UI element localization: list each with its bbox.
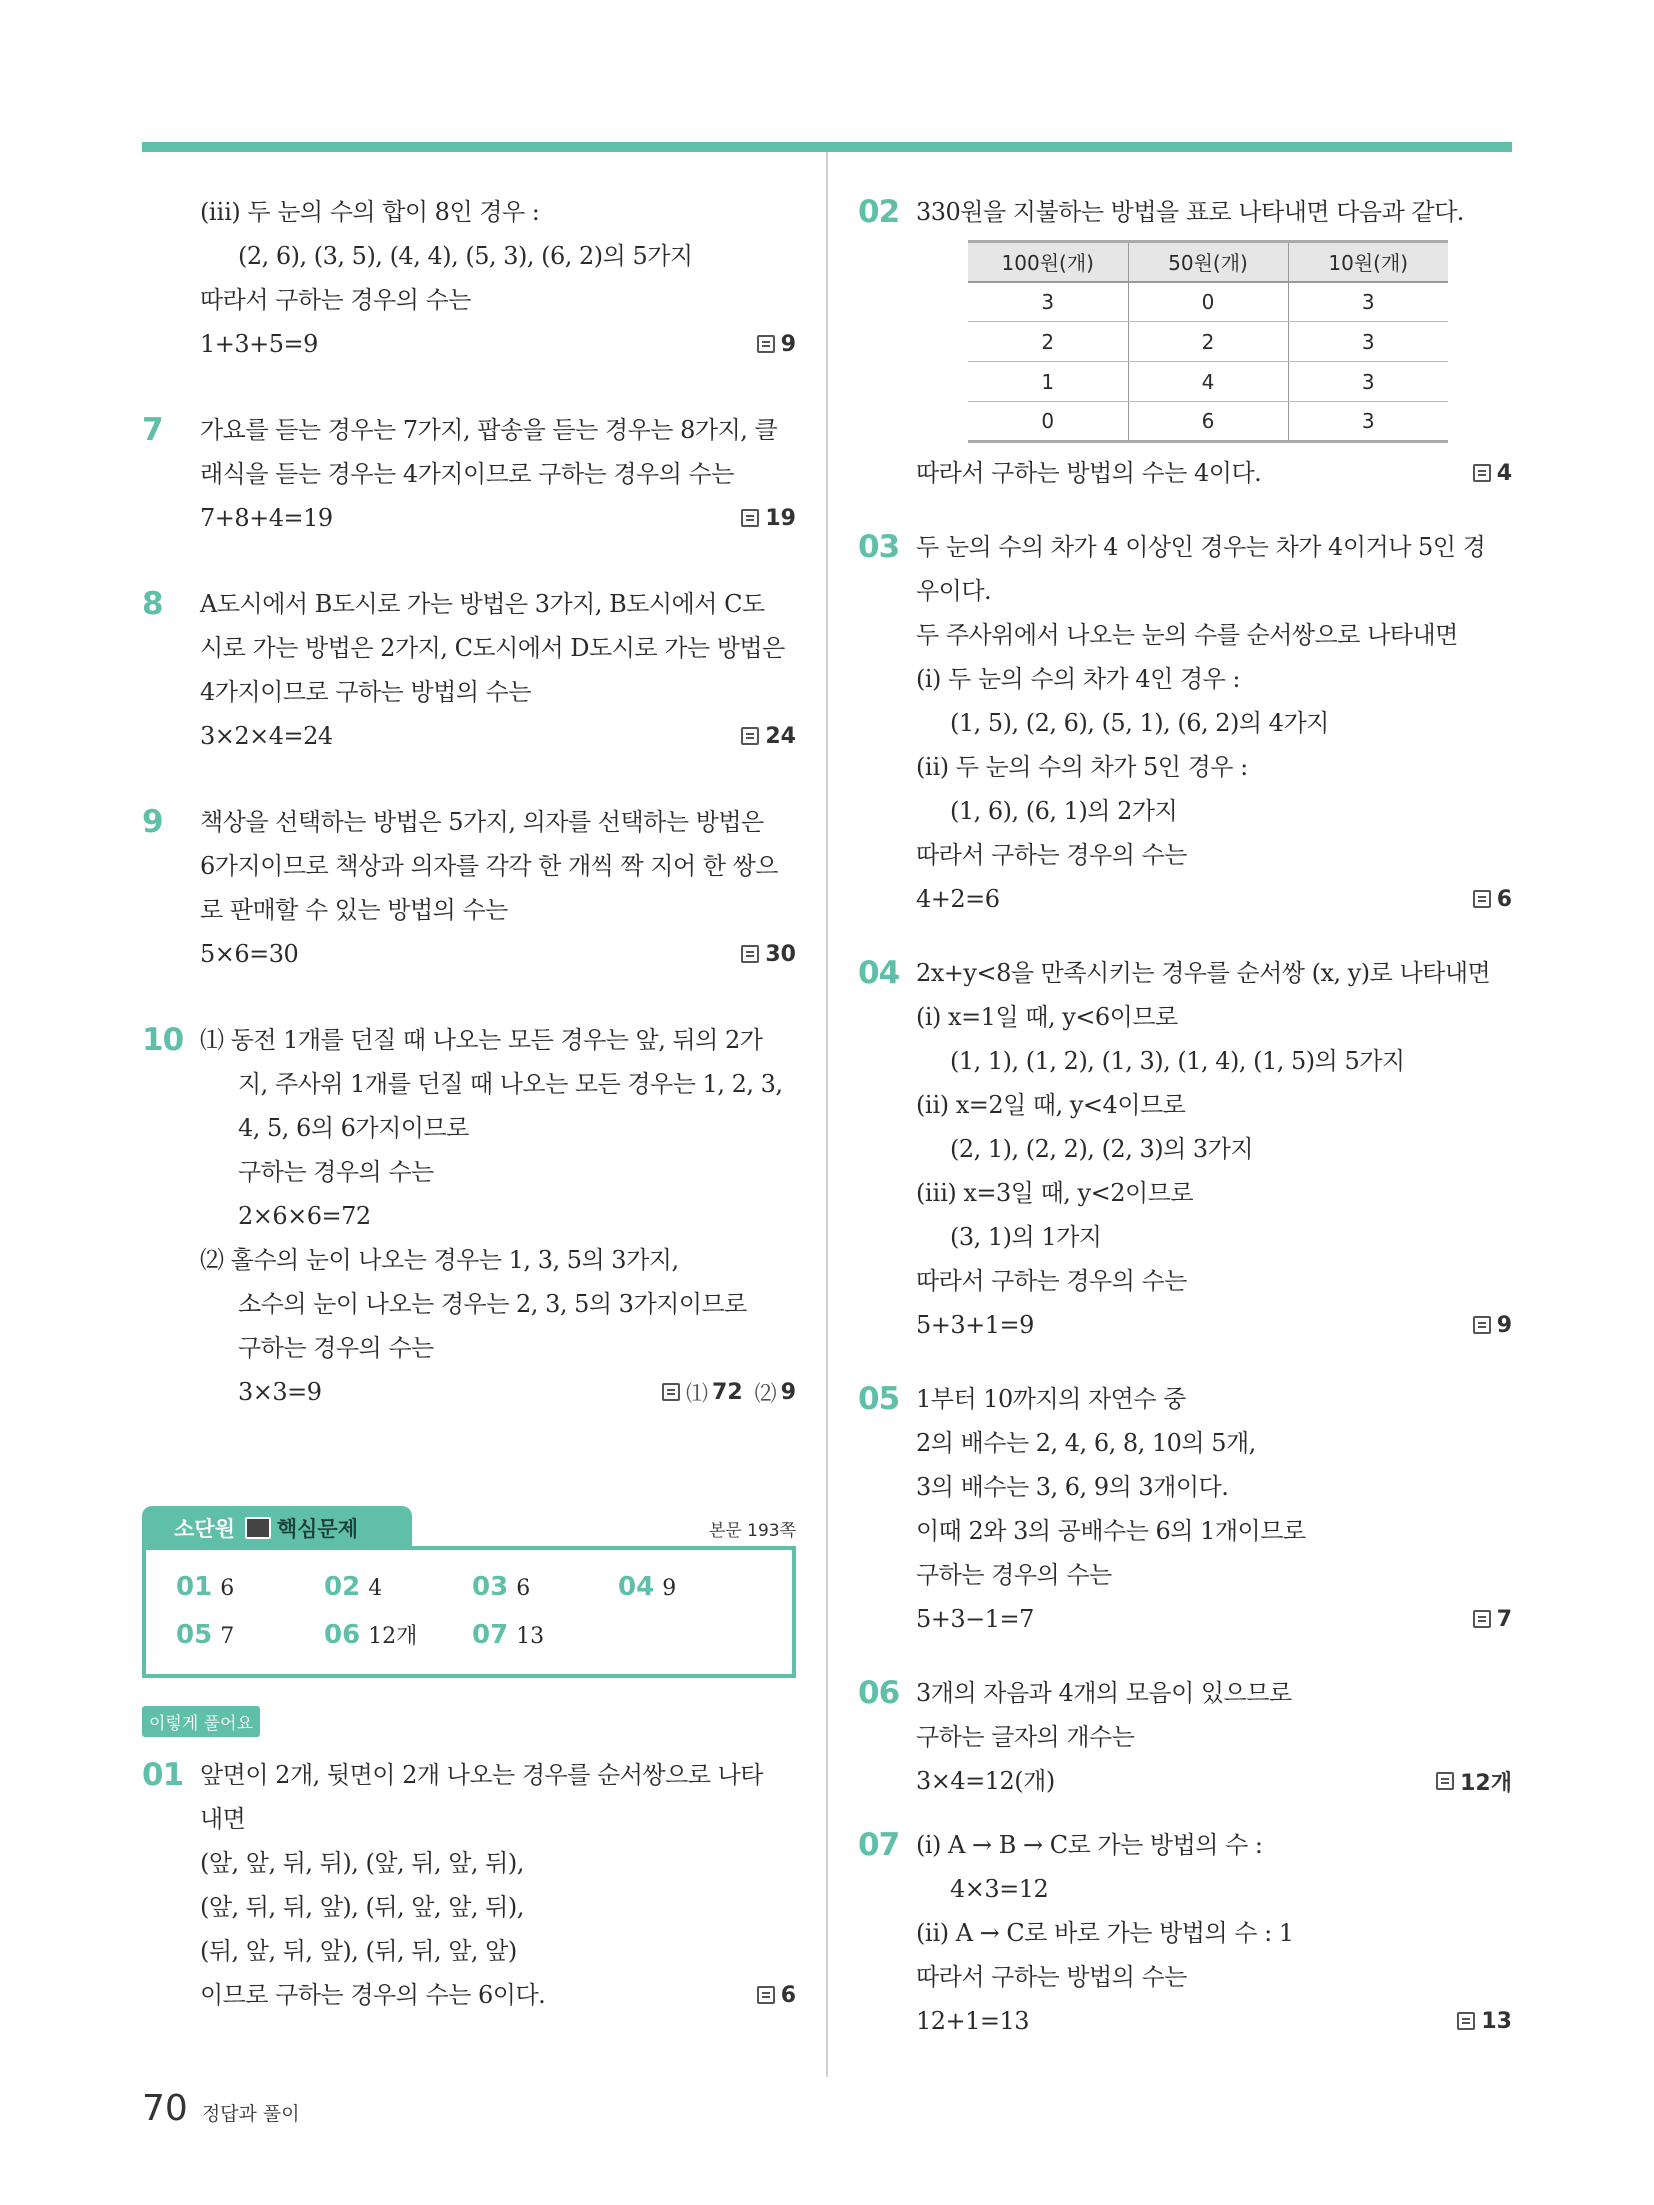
core-item-value: 9 [662,1576,677,1601]
problem-number: 02 [858,194,900,230]
text-line: (ⅲ) x=3일 때, y<2이므로 [916,1179,1194,1207]
core-problem-01 [142,1753,796,2017]
answer-value: 6 [780,1982,796,2008]
core-problem-06 [858,1671,1512,1803]
text-line: (3, 1)의 1가지 [950,1223,1102,1251]
problem-6-continuation [142,190,796,366]
text-line: ⑵ 홀수의 눈이 나오는 경우는 1, 3, 5의 3가지, [200,1246,679,1274]
answer-mark [757,332,796,357]
problem-number: 10 [142,1022,184,1058]
core-answer-item [324,1620,417,1652]
text-line: 이므로 구하는 경우의 수는 6이다. [200,1981,546,2009]
text-line: 4, 5, 6의 6가지이므로 [238,1114,469,1142]
answer-value: 9 [780,331,796,357]
core-problems-box [142,1506,796,1676]
text-line: 우이다. [916,577,992,605]
left-column [142,190,796,2017]
table-cell: 3 [1288,362,1448,402]
text-line: (ⅰ) A → B → C로 가는 방법의 수 : [916,1831,1263,1859]
book-icon [245,1517,271,1539]
table-cell: 3 [968,282,1128,322]
solve-tag-row [142,1706,796,1737]
text-line: 두 주사위에서 나오는 눈의 수를 순서쌍으로 나타내면 [916,621,1458,649]
solve-tag: 이렇게 풀어요 [142,1706,260,1737]
answer-part-label: ⑴ [686,1381,709,1407]
column-divider [826,152,828,2077]
table-header: 50원(개) [1128,242,1288,282]
answer-icon [741,509,759,527]
core-item-number: 04 [618,1572,655,1602]
text-line: 앞면이 2개, 뒷면이 2개 나오는 경우를 순서쌍으로 나타 [200,1761,763,1789]
table-row [968,362,1448,402]
text-line: (ⅱ) 두 눈의 수의 차가 5인 경우 : [916,753,1248,781]
text-line: (1, 6), (6, 1)의 2가지 [950,797,1178,825]
core-tab [142,1506,412,1550]
core-item-value: 6 [220,1576,235,1601]
answer-mark [1473,1313,1512,1338]
table-header: 10원(개) [1288,242,1448,282]
text-line: 4×3=12 [950,1875,1049,1903]
core-page-ref: 본문 193쪽 [708,1521,796,1541]
coin-table [968,240,1448,443]
text-line: 3×2×4=24 [200,722,333,750]
answer-part-label: ⑵ [754,1381,777,1407]
answer-value: 13 [1481,2008,1512,2034]
core-tab-title: 핵심문제 [276,1517,359,1541]
page-number: 70 [142,2088,188,2129]
table-cell: 4 [1128,362,1288,402]
answer-icon [1436,1772,1454,1790]
answer-icon [1473,1610,1491,1628]
answer-mark [1473,1607,1512,1632]
table-cell: 0 [968,402,1128,442]
core-item-number: 03 [472,1572,509,1602]
problem-number: 7 [142,412,163,448]
text-line: 이때 2와 3의 공배수는 6의 1개이므로 [916,1517,1306,1545]
table-cell: 2 [1128,322,1288,362]
problem-number: 06 [858,1675,900,1711]
text-line: 12+1=13 [916,2007,1030,2035]
core-answer-item [472,1620,544,1652]
answer-mark [741,724,796,749]
text-line: 가요를 듣는 경우는 7가지, 팝송을 듣는 경우는 8가지, 클 [200,416,778,444]
answer-icon [1473,1316,1491,1334]
table-cell: 3 [1288,322,1448,362]
answer-value: 72 [712,1379,743,1405]
answer-mark [1473,887,1512,912]
problem-10 [142,1018,796,1414]
text-line: 내면 [200,1805,246,1833]
answer-mark [741,506,796,531]
core-item-value: 7 [220,1624,235,1649]
text-line: (2, 1), (2, 2), (2, 3)의 3가지 [950,1135,1254,1163]
answer-icon [1457,2012,1475,2030]
text-line: 따라서 구하는 방법의 수는 [916,1963,1187,1991]
text-line: 따라서 구하는 경우의 수는 [916,1267,1187,1295]
core-item-number: 01 [176,1572,213,1602]
right-column [858,190,1512,2043]
answer-mark [757,1983,796,2008]
text-line: (ⅰ) 두 눈의 수의 차가 4인 경우 : [916,665,1240,693]
page-footer [142,2088,300,2129]
text-line: 2×6×6=72 [238,1202,371,1230]
problem-7 [142,408,796,540]
answer-value: 9 [1496,1312,1512,1338]
core-answer-item [324,1572,382,1604]
text-line: 구하는 경우의 수는 [916,1561,1112,1589]
problem-9 [142,800,796,976]
text-line: 6가지이므로 책상과 의자를 각각 한 개씩 짝 지어 한 쌍으 [200,852,778,880]
text-line: 따라서 구하는 경우의 수는 [916,841,1187,869]
text-line: (앞, 앞, 뒤, 뒤), (앞, 뒤, 앞, 뒤), [200,1849,524,1877]
text-line: 지, 주사위 1개를 던질 때 나오는 모든 경우는 1, 2, 3, [238,1070,783,1098]
answer-value: 9 [780,1379,796,1405]
text-line: 4+2=6 [916,885,1000,913]
text-line: 구하는 글자의 개수는 [916,1723,1135,1751]
text-line: 책상을 선택하는 방법은 5가지, 의자를 선택하는 방법은 [200,808,764,836]
text-line: (1, 1), (1, 2), (1, 3), (1, 4), (1, 5)의 5가지 [950,1047,1405,1075]
table-cell: 3 [1288,402,1448,442]
table-row [968,282,1448,322]
answer-icon [757,1986,775,2004]
text-line: (ⅰ) x=1일 때, y<6이므로 [916,1003,1178,1031]
text-line: (앞, 뒤, 뒤, 앞), (뒤, 앞, 앞, 뒤), [200,1893,524,1921]
text-line: (1, 5), (2, 6), (5, 1), (6, 2)의 4가지 [950,709,1329,737]
core-item-value: 4 [368,1576,383,1601]
core-item-value: 6 [516,1576,531,1601]
core-item-number: 05 [176,1620,213,1650]
answer-mark [1436,1766,1512,1797]
text-line: 3×3=9 [238,1378,322,1406]
text-line: 2의 배수는 2, 4, 6, 8, 10의 5개, [916,1429,1256,1457]
problem-number: 8 [142,586,163,622]
text-line: 2x+y<8을 만족시키는 경우를 순서쌍 (x, y)로 나타내면 [916,959,1491,987]
core-item-value: 12개 [368,1624,418,1649]
core-problem-04 [858,951,1512,1347]
table-row [968,402,1448,442]
text-line: 래식을 듣는 경우는 4가지이므로 구하는 경우의 수는 [200,460,734,488]
text-line: 5+3+1=9 [916,1311,1034,1339]
text-line: 1+3+5=9 [200,330,318,358]
text-line: (ⅱ) x=2일 때, y<4이므로 [916,1091,1186,1119]
answer-mark [741,942,796,967]
problem-number: 04 [858,955,900,991]
core-answer-item [472,1572,530,1604]
problem-8 [142,582,796,758]
text-line: 따라서 구하는 방법의 수는 4이다. [916,459,1262,487]
core-problem-07 [858,1823,1512,2043]
text-line: 1부터 10까지의 자연수 중 [916,1385,1186,1413]
text-line: 따라서 구하는 경우의 수는 [200,286,471,314]
core-item-value: 13 [516,1624,545,1649]
text-line: 5+3−1=7 [916,1605,1034,1633]
text-line: 시로 가는 방법은 2가지, C도시에서 D도시로 가는 방법은 [200,634,785,662]
table-cell: 0 [1128,282,1288,322]
problem-number: 9 [142,804,163,840]
header-accent-bar [142,142,1512,152]
answer-value: 30 [765,941,796,967]
answer-mark [1457,2009,1512,2034]
answer-icon [741,945,759,963]
core-problem-05 [858,1377,1512,1641]
answer-icon [1473,890,1491,908]
text-line: 소수의 눈이 나오는 경우는 2, 3, 5의 3가지이므로 [238,1290,747,1318]
text-line: 구하는 경우의 수는 [238,1158,434,1186]
text-line: 3×4=12(개) [916,1767,1055,1795]
page-footer-label: 정답과 풀이 [201,2103,300,2125]
answer-mark [1473,461,1512,486]
core-problem-03 [858,525,1512,921]
answer-value: 12개 [1460,1770,1512,1796]
text-line: 3의 배수는 3, 6, 9의 3개이다. [916,1473,1229,1501]
text-line: (ⅱ) A → C로 바로 가는 방법의 수 : 1 [916,1919,1294,1947]
text-line: 7+8+4=19 [200,504,333,532]
text-line: 5×6=30 [200,940,299,968]
problem-number: 07 [858,1827,900,1863]
answer-icon [741,727,759,745]
answer-icon [662,1383,680,1401]
core-item-number: 06 [324,1620,361,1650]
answer-icon [757,335,775,353]
text-line: 4가지이므로 구하는 방법의 수는 [200,678,532,706]
text-line: ⑴ 동전 1개를 던질 때 나오는 모든 경우는 앞, 뒤의 2가 [200,1026,763,1054]
table-cell: 3 [1288,282,1448,322]
answer-value: 7 [1496,1606,1512,1632]
text-line: 3개의 자음과 4개의 모음이 있으므로 [916,1679,1292,1707]
text-line: 330원을 지불하는 방법을 표로 나타내면 다음과 같다. [916,198,1464,226]
text-line: 두 눈의 수의 차가 4 이상인 경우는 차가 4이거나 5인 경 [916,533,1486,561]
answer-icon [1473,464,1491,482]
answer-value: 24 [765,723,796,749]
answer-mark [662,1377,796,1408]
problem-number: 01 [142,1757,184,1793]
table-cell: 1 [968,362,1128,402]
core-problem-02 [858,190,1512,495]
table-header: 100원(개) [968,242,1128,282]
core-answer-grid [142,1546,796,1678]
answer-value: 6 [1496,886,1512,912]
text-line: (2, 6), (3, 5), (4, 4), (5, 3), (6, 2)의 5가지 [238,242,693,270]
core-answer-item [618,1572,676,1604]
text-line: (ⅲ) 두 눈의 수의 합이 8인 경우 : [200,198,540,226]
core-answer-item [176,1620,234,1652]
problem-number: 03 [858,529,900,565]
text-line: 구하는 경우의 수는 [238,1334,434,1362]
problem-number: 05 [858,1381,900,1417]
text-line: 로 판매할 수 있는 방법의 수는 [200,896,508,924]
table-header-row [968,242,1448,282]
answer-value: 4 [1496,460,1512,486]
table-row [968,322,1448,362]
table-cell: 6 [1128,402,1288,442]
text-line: (뒤, 앞, 뒤, 앞), (뒤, 뒤, 앞, 앞) [200,1937,517,1965]
core-item-number: 02 [324,1572,361,1602]
answer-value: 19 [765,505,796,531]
core-item-number: 07 [472,1620,509,1650]
core-tab-label: 소단원 [174,1517,235,1541]
core-answer-item [176,1572,234,1604]
text-line: A도시에서 B도시로 가는 방법은 3가지, B도시에서 C도 [200,590,765,618]
table-cell: 2 [968,322,1128,362]
